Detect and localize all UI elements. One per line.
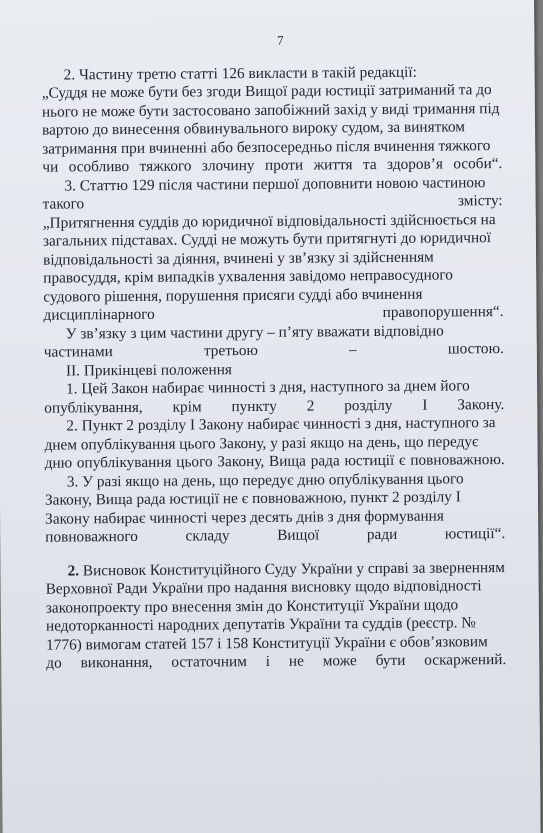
paragraph-conclusion-text: Висновок Конституційного Суду України у справі за зверненням Верховної Ради України про надання висновку щодо відповідності законопроекту про внесення змін до Конституції України щодо недоторканності народних депутатів України та суддів (реєстр. № 1776) вимогам статей 157 і 158 Конституції України є обов’язковим до виконання, остаточним і не може бути оскаржений.	[45, 558, 507, 672]
paragraph-renumbering: У зв’язку з цим частини другу – п’яту вважати відповідно частинами третьою – шостою.	[43, 321, 504, 361]
paragraph-final-2: 2. Пункт 2 розділу І Закону набирає чинності з дня, наступного за днем опублікування цього Закону, у разі якщо на день, що передує дню опублікування цього Закону, Вища рада юстиції є повноважною.	[44, 414, 505, 472]
paragraph-final-3: 3. У разі якщо на день, що передує дню опублікування цього Закону, Вища рада юстиції не є повноважною, пункт 2 розділу І Закону набирає чинності через десять днів з дня формування повноважного складу Вищої ради юстиції“.	[44, 469, 506, 546]
paragraph-article-129-text: „Притягнення суддів до юридичної відповідальності здійснюється на загальних підставах. Судді не можуть бути притягнуті до юридичної відповідальності за діяння, вчинені у зв’язку зі здійсненням правосуддя, крім випадків ухвалення завідомо неправосудного судового рішення, порушення присяги судді або вчинення дисциплінарного правопорушення“.	[42, 210, 504, 324]
paragraph-final-1: 1. Цей Закон набирає чинності з дня, наступного за днем його опублікування, крім пункту 2 розділу І Закону.	[44, 377, 505, 417]
paragraph-conclusion	[45, 559, 506, 674]
paragraph-amend-article-129: 3. Статтю 129 після частини першої доповнити новою частиною такого змісту:	[42, 173, 503, 213]
paragraph-amend-article-126: 2. Частину третю статті 126 викласти в такій редакції:	[63, 63, 417, 83]
paragraph-conclusion-number: 2.	[67, 561, 80, 579]
page-text	[41, 30, 506, 673]
page-number: 7	[277, 32, 284, 48]
section-heading-final-provisions: ІІ. Прикінцеві положення	[65, 360, 232, 379]
paragraph-article-126-text: „Суддя не може бути без згоди Вищої ради юстиції затриманий та до нього не може бути застосовано запобіжний захід у виді тримання під вартою до винесення обвинувального вироку судом, за винятком затримання при вчиненні або безпосередньо після вчинення тяжкого чи особливо тяжкого злочину проти життя та здоров’я особи“.	[41, 81, 503, 176]
